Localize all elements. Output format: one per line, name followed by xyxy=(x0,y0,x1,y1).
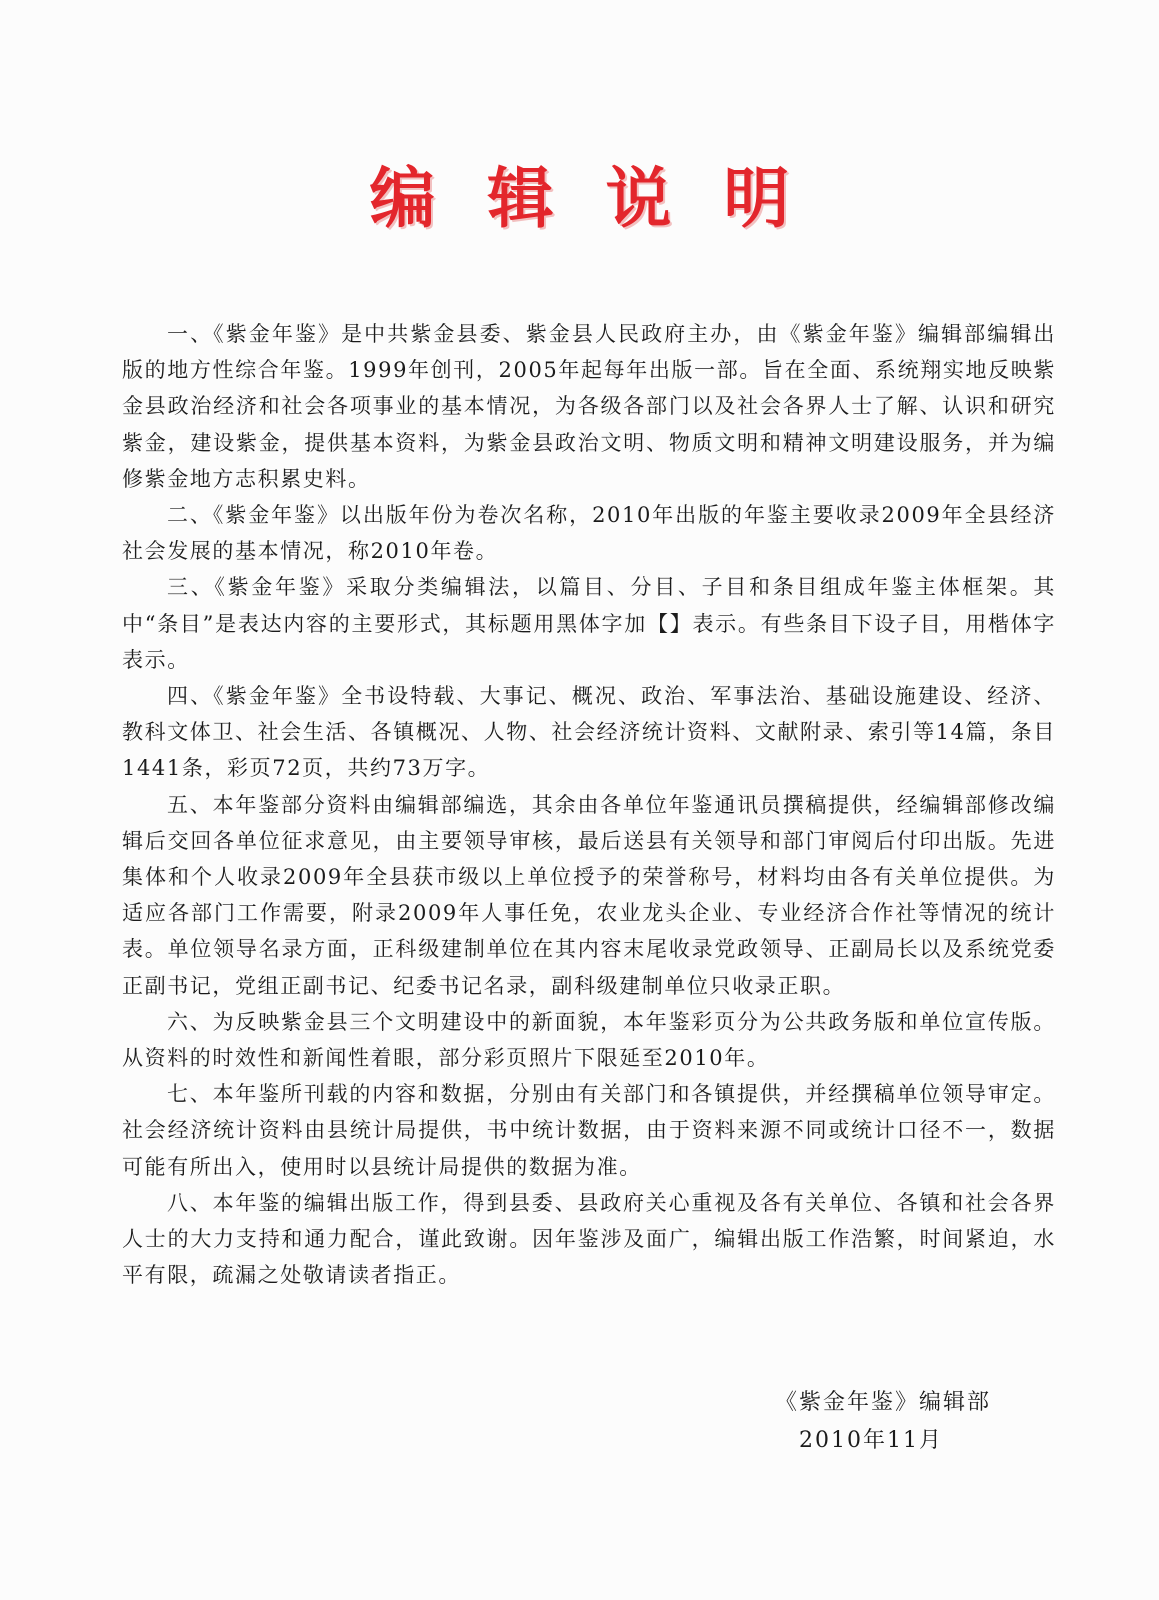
paragraph-4: 四、《紫金年鉴》全书设特载、大事记、概况、政治、军事法治、基础设施建设、经济、教科文体卫、社会生活、各镇概况、人物、社会经济统计资料、文献附录、索引等14篇，条目1441条，彩页72页，共约73万字。 xyxy=(122,684,1056,781)
signature-org: 《紫金年鉴》编辑部 xyxy=(774,1390,991,1415)
paragraph-7: 七、本年鉴所刊载的内容和数据，分别由有关部门和各镇提供，并经撰稿单位领导审定。社会经济统计资料由县统计局提供，书中统计数据，由于资料来源不同或统计口径不一，数据可能有所出入，使用时以县统计局提供的数据为准。 xyxy=(122,1082,1056,1179)
paragraph-6: 六、为反映紫金县三个文明建设中的新面貌，本年鉴彩页分为公共政务版和单位宣传版。从资料的时效性和新闻性着眼，部分彩页照片下限延至2010年。 xyxy=(122,1009,1056,1071)
paragraph-8: 八、本年鉴的编辑出版工作，得到县委、县政府关心重视及各有关单位、各镇和社会各界人士的大力支持和通力配合，谨此致谢。因年鉴涉及面广，编辑出版工作浩繁，时间紧迫，水平有限，疏漏之处敬请读者指正。 xyxy=(122,1190,1056,1288)
signature-date: 2010年11月 xyxy=(799,1428,943,1453)
document-body xyxy=(122,316,1056,1293)
paragraph-3: 三、《紫金年鉴》采取分类编辑法，以篇目、分目、子目和条目组成年鉴主体框架。其中“条目”是表达内容的主要形式，其标题用黑体字加【】表示。有些条目下设子目，用楷体字表示。 xyxy=(122,575,1056,672)
page-title: 编辑说明 xyxy=(369,159,842,237)
paragraph-5: 五、本年鉴部分资料由编辑部编选，其余由各单位年鉴通讯员撰稿提供，经编辑部修改编辑后交回各单位征求意见，由主要领导审核，最后送县有关领导和部门审阅后付印出版。先进集体和个人收录2009年全县获市级以上单位授予的荣誉称号，材料均由各有关单位提供。为适应各部门工作需要，附录2009年人事任免，农业龙头企业、专业经济合作社等情况的统计表。单位领导名录方面，正科级建制单位在其内容末尾收录党政领导、正副局长以及系统党委正副书记，党组正副书记、纪委书记名录，副科级建制单位只收录正职。 xyxy=(122,792,1056,998)
signature-block xyxy=(631,1384,991,1460)
paragraph-2: 二、《紫金年鉴》以出版年份为卷次名称，2010年出版的年鉴主要收录2009年全县经济社会发展的基本情况，称2010年卷。 xyxy=(122,503,1056,564)
paragraph-1: 一、《紫金年鉴》是中共紫金县委、紫金县人民政府主办，由《紫金年鉴》编辑部编辑出版的地方性综合年鉴。1999年创刊，2005年起每年出版一部。旨在全面、系统翔实地反映紫金县政治经济和社会各项事业的基本情况，为各级各部门以及社会各界人士了解、认识和研究紫金，建设紫金，提供基本资料，为紫金县政治文明、物质文明和精神文明建设服务，并为编修紫金地方志积累史料。 xyxy=(122,322,1056,491)
